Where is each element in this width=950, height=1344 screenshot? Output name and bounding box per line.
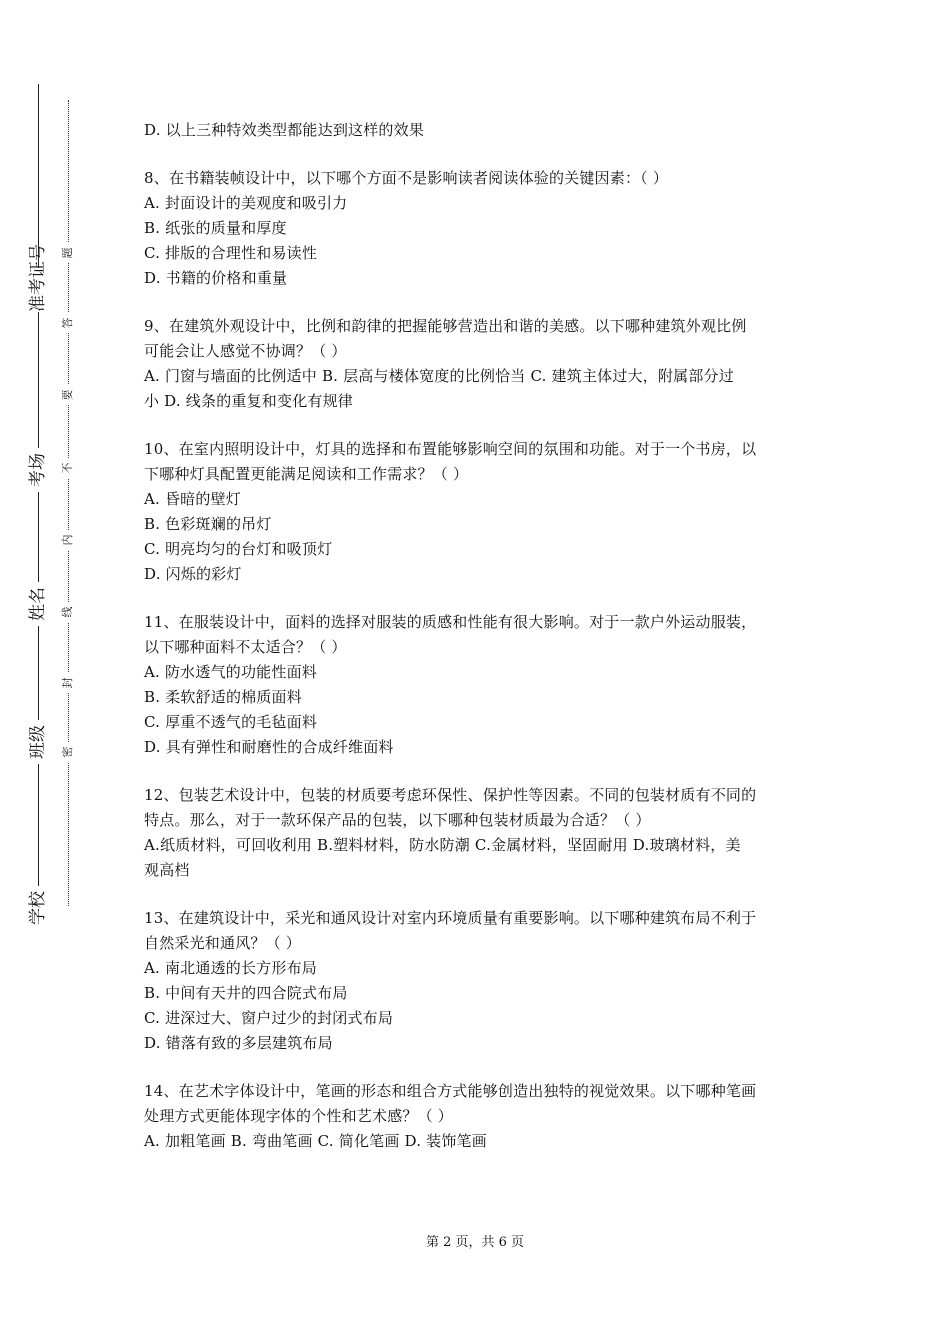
text-line: D. 书籍的价格和重量 (144, 269, 288, 287)
text-line: A. 防水透气的功能性面料 (144, 663, 317, 681)
blank-gap (144, 414, 808, 437)
text-line: C. 进深过大、窗户过少的封闭式布局 (144, 1009, 394, 1027)
school-label: 学校 (16, 886, 60, 930)
text-line: A. 门窗与墙面的比例适中 B. 层高与楼体宽度的比例恰当 C. 建筑主体过大，附属部分过 (144, 367, 734, 385)
blank-gap (144, 1056, 808, 1079)
seal-dotted-line (68, 100, 69, 906)
page-footer: 第 2 页，共 6 页 (425, 1235, 525, 1250)
text-line: 下哪种灯具配置更能满足阅读和工作需求？（ ） (144, 465, 469, 483)
text-line: C. 排版的合理性和易读性 (144, 244, 318, 262)
text-line: 12、包装艺术设计中，包装的材质要考虑环保性、保护性等因素。不同的包装材质有不同的 (144, 786, 757, 804)
text-line: 11、在服装设计中，面料的选择对服装的质感和性能有很大影响。对于一款户外运动服装， (144, 613, 757, 631)
seal-char: 答 (58, 313, 78, 333)
text-line: D. 具有弹性和耐磨性的合成纤维面料 (144, 738, 394, 756)
text-line: 9、在建筑外观设计中，比例和韵律的把握能够营造出和谐的美感。以下哪种建筑外观比例 (144, 317, 747, 335)
seal-char: 要 (58, 385, 78, 405)
exam-room-label: 考场 (16, 448, 60, 492)
text-line: A. 南北通透的长方形布局 (144, 959, 317, 977)
text-line: 特点。那么，对于一款环保产品的包装，以下哪种包装材质最为合适？（ ） (144, 811, 651, 829)
text-line: 观高档 (144, 861, 190, 879)
question-content (144, 118, 808, 1154)
text-line: 处理方式更能体现字体的个性和艺术感？（ ） (144, 1107, 453, 1125)
text-line: 以下哪种面料不太适合？（ ） (144, 638, 347, 656)
exam-id-label: 准考证号 (16, 268, 60, 312)
class-label: 班级 (16, 720, 60, 764)
text-line: B. 色彩斑斓的吊灯 (144, 515, 272, 533)
text-line: A. 昏暗的壁灯 (144, 490, 241, 508)
seal-char: 题 (58, 243, 78, 263)
seal-char: 密 (58, 742, 78, 762)
text-line: A. 封面设计的美观度和吸引力 (144, 194, 348, 212)
seal-char: 不 (58, 458, 78, 478)
text-line: D. 以上三种特效类型都能达到这样的效果 (144, 121, 425, 139)
text-line: B. 中间有天井的四合院式布局 (144, 984, 348, 1002)
seal-char: 线 (58, 602, 78, 622)
blank-gap (144, 143, 808, 166)
text-line: A. 加粗笔画 B. 弯曲笔画 C. 简化笔画 D. 装饰笔画 (144, 1132, 487, 1150)
blank-gap (144, 587, 808, 610)
text-line: 可能会让人感觉不协调？（ ） (144, 342, 347, 360)
text-line: B. 纸张的质量和厚度 (144, 219, 287, 237)
text-line: C. 明亮均匀的台灯和吸顶灯 (144, 540, 333, 558)
text-line: D. 错落有致的多层建筑布局 (144, 1034, 333, 1052)
text-line: 小 D. 线条的重复和变化有规律 (144, 392, 353, 410)
text-line: C. 厚重不透气的毛毡面料 (144, 713, 318, 731)
blank-gap (144, 883, 808, 906)
text-line: D. 闪烁的彩灯 (144, 565, 242, 583)
blank-gap (144, 760, 808, 783)
binding-margin (0, 0, 110, 1344)
seal-char: 内 (58, 530, 78, 550)
blank-gap (144, 291, 808, 314)
text-line: 10、在室内照明设计中，灯具的选择和布置能够影响空间的氛围和功能。对于一个书房，以 (144, 440, 757, 458)
text-line: B. 柔软舒适的棉质面料 (144, 688, 302, 706)
text-line: 13、在建筑设计中，采光和通风设计对室内环境质量有重要影响。以下哪种建筑布局不利于 (144, 909, 757, 927)
text-line: 8、在书籍装帧设计中，以下哪个方面不是影响读者阅读体验的关键因素：（ ） (144, 169, 669, 187)
text-line: 14、在艺术字体设计中，笔画的形态和组合方式能够创造出独特的视觉效果。以下哪种笔画 (144, 1082, 757, 1100)
text-line: A.纸质材料，可回收利用 B.塑料材料，防水防潮 C.金属材料，坚固耐用 D.玻璃材料，美 (144, 836, 741, 854)
binding-solid-line (38, 84, 39, 912)
text-line: 自然采光和通风？（ ） (144, 934, 301, 952)
seal-char: 封 (58, 673, 78, 693)
name-label: 姓名 (16, 582, 60, 626)
